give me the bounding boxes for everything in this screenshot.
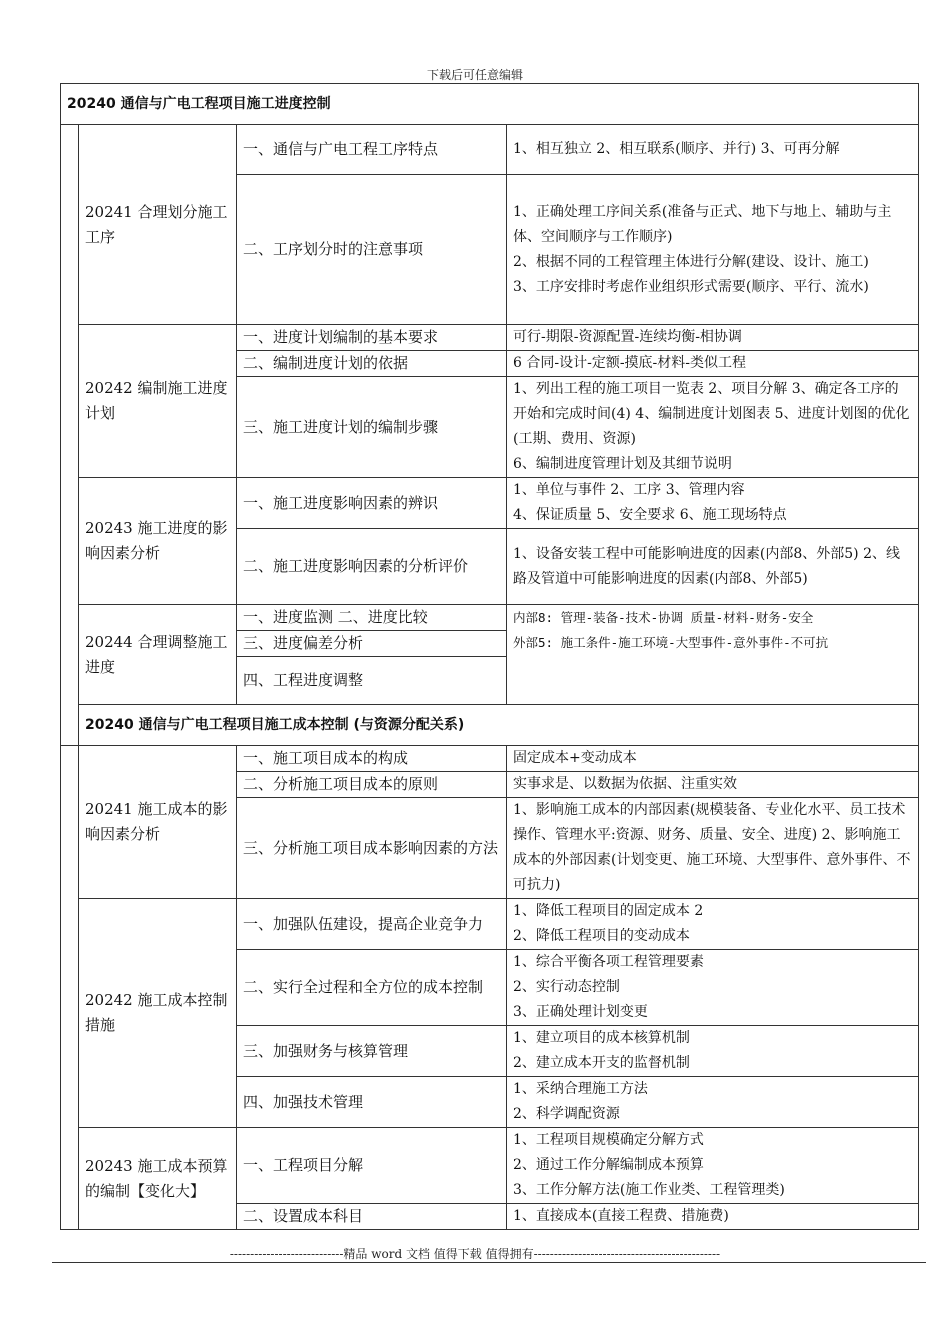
detail-cell: [507, 798, 919, 899]
footer-divider: [52, 1262, 926, 1263]
table-row: [61, 899, 919, 950]
detail-line: 3、正确处理计划变更: [513, 1004, 648, 1020]
detail-line: 2、通过工作分解编制成本预算: [513, 1157, 704, 1173]
section-2-title-row: [61, 705, 919, 746]
detail-cell: [507, 950, 919, 1026]
detail-line: 3、工序安排时考虑作业组织形式需要(顺序、平行、流水): [513, 278, 869, 295]
detail-cell: [507, 529, 919, 605]
item-cell: 一、加强队伍建设，提高企业竞争力: [237, 899, 507, 950]
item-cell: 一、施工进度影响因素的辨识: [237, 478, 507, 529]
table-row: [61, 746, 919, 772]
item-cell: 三、分析施工项目成本影响因素的方法: [237, 798, 507, 899]
item-cell: 一、工程项目分解: [237, 1128, 507, 1204]
page-footer-note: ----------------------------精品 word 文档 值得下载 值得拥有----------------------------------------------: [229, 1247, 721, 1261]
detail-line: 1、单位与事件 2、工序 3、管理内容: [513, 482, 745, 498]
detail-cell: [507, 1026, 919, 1077]
item-cell: 一、进度监测 二、进度比较: [237, 605, 507, 631]
topic-cell: 20244 合理调整施工进度: [79, 605, 237, 705]
table-row: [61, 1128, 919, 1204]
detail-line: 1、综合平衡各项工程管理要素: [513, 954, 704, 970]
summary-table: [60, 83, 919, 1230]
item-cell: 二、实行全过程和全方位的成本控制: [237, 950, 507, 1026]
item-cell: 一、施工项目成本的构成: [237, 746, 507, 772]
topic-cell: 20241 施工成本的影响因素分析: [79, 746, 237, 899]
detail-line: 3、工作分解方法(施工作业类、工程管理类): [513, 1182, 785, 1198]
detail-line: 固定成本+变动成本: [513, 750, 637, 766]
item-cell: 一、通信与广电工程工序特点: [237, 125, 507, 175]
item-cell: 三、进度偏差分析: [237, 631, 507, 657]
item-cell: 二、施工进度影响因素的分析评价: [237, 529, 507, 605]
item-cell: 三、施工进度计划的编制步骤: [237, 377, 507, 478]
detail-cell: [507, 377, 919, 478]
topic-cell: 20243 施工成本预算的编制【变化大】: [79, 1128, 237, 1230]
topic-cell: 20242 施工成本控制措施: [79, 899, 237, 1128]
item-cell: 二、分析施工项目成本的原则: [237, 772, 507, 798]
detail-cell: [507, 1204, 919, 1230]
item-cell: 二、设置成本科目: [237, 1204, 507, 1230]
detail-line: 6、编制进度管理计划及其细节说明: [513, 456, 732, 472]
item-cell: 二、工序划分时的注意事项: [237, 175, 507, 325]
table-row: [61, 605, 919, 631]
detail-line: 6 合同-设计-定额-摸底-材料-类似工程: [513, 355, 747, 371]
detail-line: 1、正确处理工序间关系(准备与正式、地下与地上、辅助与主体、空间顺序与工作顺序): [513, 203, 892, 245]
section-1-title: 20240 通信与广电工程项目施工进度控制: [61, 84, 919, 125]
detail-cell: [507, 746, 919, 772]
detail-cell: [507, 125, 919, 175]
topic-cell: 20241 合理划分施工工序: [79, 125, 237, 325]
detail-line: 1、相互独立 2、相互联系(顺序、并行) 3、可再分解: [513, 141, 840, 157]
table-row: [61, 478, 919, 529]
detail-cell: [507, 605, 919, 705]
detail-cell: [507, 351, 919, 377]
item-cell: 四、加强技术管理: [237, 1077, 507, 1128]
item-cell: 三、加强财务与核算管理: [237, 1026, 507, 1077]
section-2-title: 20240 通信与广电工程项目施工成本控制 (与资源分配关系): [79, 705, 919, 746]
detail-line: 1、影响施工成本的内部因素(规模装备、专业化水平、员工技术操作、管理水平:资源、财务、质量、安全、进度) 2、影响施工成本的外部因素(计划变更、施工环境、大型事件、意外事件、不可抗力): [513, 802, 911, 893]
table-row: [61, 125, 919, 175]
detail-cell: [507, 175, 919, 325]
item-cell: 二、编制进度计划的依据: [237, 351, 507, 377]
detail-cell: [507, 772, 919, 798]
detail-line: 2、建立成本开支的监督机制: [513, 1055, 690, 1071]
detail-line: 1、工程项目规模确定分解方式: [513, 1132, 704, 1148]
detail-line: 1、建立项目的成本核算机制: [513, 1030, 690, 1046]
detail-cell: [507, 325, 919, 351]
page-header-note: 下载后可任意编辑: [426, 68, 523, 82]
detail-line: 实事求是、以数据为依据、注重实效: [513, 776, 737, 792]
detail-line: 1、设备安装工程中可能影响进度的因素(内部8、外部5) 2、线路及管道中可能影响进度的因素(内部8、外部5): [513, 545, 901, 587]
detail-cell: [507, 1077, 919, 1128]
item-cell: 四、工程进度调整: [237, 657, 507, 705]
detail-line: 2、根据不同的工程管理主体进行分解(建设、设计、施工): [513, 253, 869, 270]
detail-line: 外部5: 施工条件-施工环境-大型事件-意外事件-不可抗: [513, 635, 829, 650]
detail-cell: [507, 478, 919, 529]
detail-line: 2、科学调配资源: [513, 1106, 620, 1122]
section-1-title-row: [61, 84, 919, 125]
item-cell: 一、进度计划编制的基本要求: [237, 325, 507, 351]
detail-line: 1、直接成本(直接工程费、措施费): [513, 1208, 729, 1224]
table-row: [61, 325, 919, 351]
topic-cell: 20242 编制施工进度计划: [79, 325, 237, 478]
detail-line: 内部8: 管理-装备-技术-协调 质量-材料-财务-安全: [513, 610, 814, 625]
detail-cell: [507, 1128, 919, 1204]
detail-cell: [507, 899, 919, 950]
detail-line: 1、降低工程项目的固定成本 2: [513, 903, 704, 919]
topic-cell: 20243 施工进度的影响因素分析: [79, 478, 237, 605]
section-1-gutter: [61, 125, 79, 746]
detail-line: 1、列出工程的施工项目一览表 2、项目分解 3、确定各工序的开始和完成时间(4) 4、编制进度计划图表 5、进度计划图的优化(工期、费用、资源): [513, 381, 910, 447]
detail-line: 可行-期限-资源配置-连续均衡-相协调: [513, 329, 742, 345]
detail-line: 4、保证质量 5、安全要求 6、施工现场特点: [513, 507, 787, 523]
section-2-gutter: [61, 746, 79, 1230]
detail-line: 2、实行动态控制: [513, 979, 620, 995]
detail-line: 1、采纳合理施工方法: [513, 1081, 648, 1097]
detail-line: 2、降低工程项目的变动成本: [513, 928, 690, 944]
